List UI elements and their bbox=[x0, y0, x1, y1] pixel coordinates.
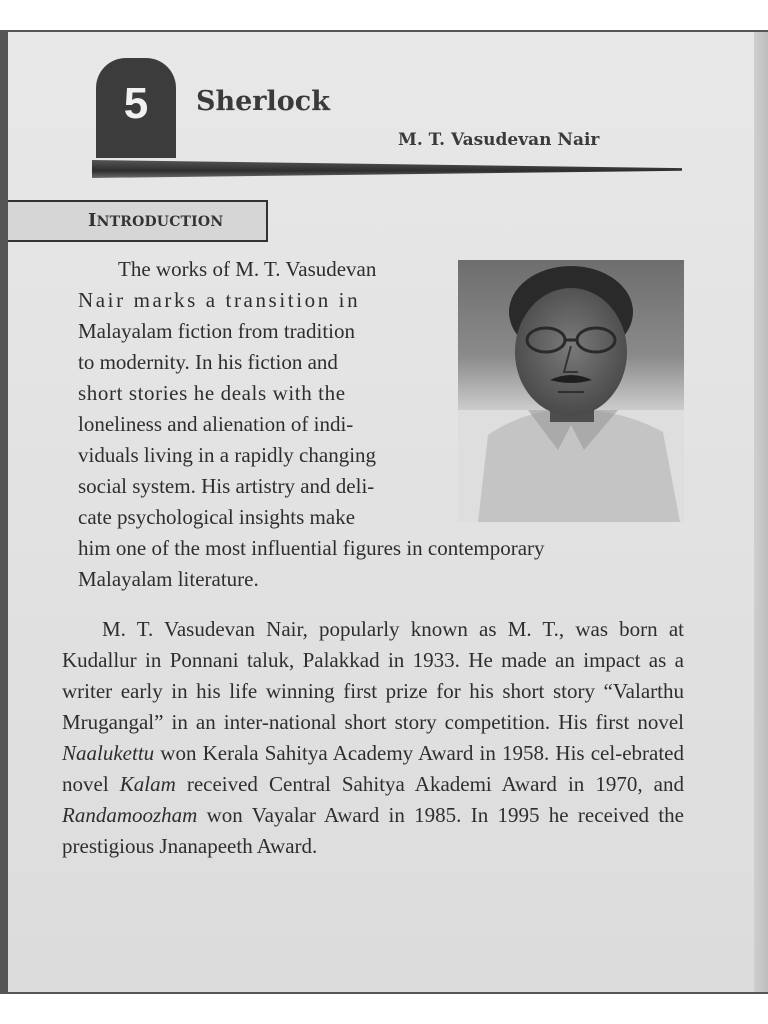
title-rule bbox=[92, 160, 682, 178]
text-line: cate psychological insights make bbox=[78, 505, 356, 529]
text-line: Malayalam literature. bbox=[78, 567, 259, 591]
chapter-title: Sherlock bbox=[196, 86, 330, 117]
section-heading bbox=[88, 210, 223, 231]
text-line: loneliness and alienation of indi- bbox=[78, 412, 354, 436]
bio-text: received Central Sahitya Akademi Award in 1970, and bbox=[175, 772, 684, 796]
section-heading-rest: NTRODUCTION bbox=[96, 214, 224, 230]
intro-paragraph bbox=[78, 254, 688, 595]
text-line: viduals living in a rapidly changing bbox=[78, 443, 377, 467]
text-line: to modernity. In his fiction and bbox=[78, 350, 338, 374]
novel-title-randamoozham: Randamoozham bbox=[62, 803, 198, 827]
novel-title-kalam: Kalam bbox=[119, 772, 176, 796]
page-edge bbox=[754, 32, 768, 992]
text-line: Malayalam fiction from tradition bbox=[78, 319, 355, 343]
section-heading-initial: I bbox=[88, 210, 97, 231]
text-line: short stories he deals with the bbox=[78, 381, 346, 405]
bio-text: won Vayalar Award in 1985. In 1995 he received the prestigious Jnanapeeth Award. bbox=[62, 803, 684, 858]
bio-text: M. T. Vasudevan Nair, popularly known as M. T., was born at Kudallur in Ponnani taluk, Palakkad in 1933. He made an impact as a writer early in his life winning first prize for his short story “Valarthu Mrugangal” in an inter-national short story competition. His first novel bbox=[62, 617, 684, 734]
chapter-number-tab bbox=[96, 58, 176, 158]
text-line: Nair marks a transition in bbox=[78, 288, 361, 312]
text-line: The works of M. T. Vasudevan bbox=[118, 257, 377, 281]
text-line: social system. His artistry and deli- bbox=[78, 474, 375, 498]
novel-title-naalukettu: Naalukettu bbox=[62, 741, 155, 765]
text-line: him one of the most influential figures in contemporary bbox=[78, 536, 545, 560]
chapter-number: 5 bbox=[123, 79, 149, 128]
biography-paragraph bbox=[62, 614, 684, 862]
chapter-author: M. T. Vasudevan Nair bbox=[398, 130, 600, 150]
bio-text: won Kerala Sahitya Academy Award in 1958. His cel-ebrated novel bbox=[62, 741, 684, 796]
book-page bbox=[8, 32, 754, 992]
